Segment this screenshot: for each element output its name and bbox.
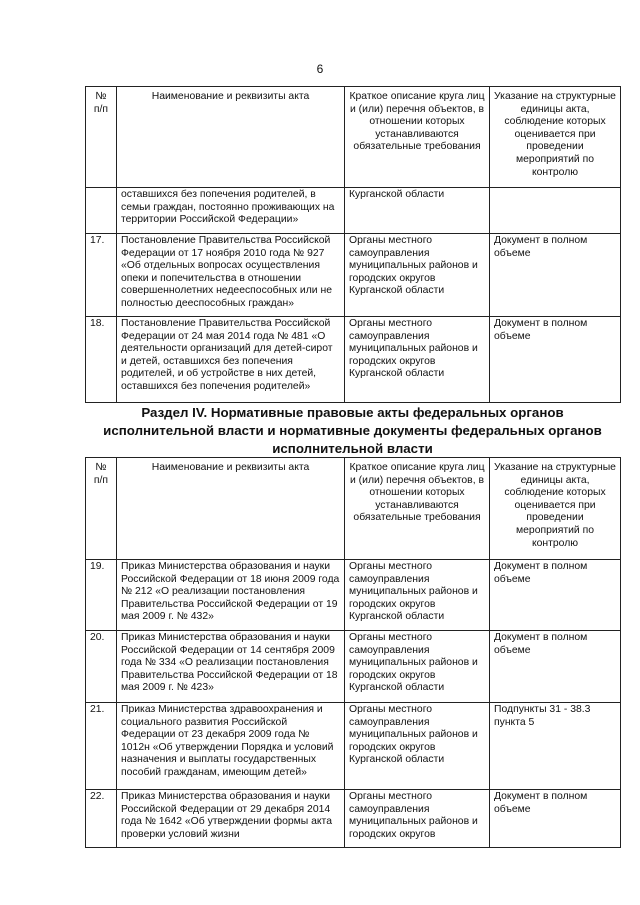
table-row [86, 317, 621, 403]
header-name: Наименование и реквизиты акта [117, 87, 345, 188]
row-scope: Подпункты 31 - 38.3 пункта 5 [490, 703, 621, 790]
row-scope: Документ в полном объеме [490, 631, 621, 703]
row-act-name: Приказ Министерства образования и науки Российской Федерации от 14 сентября 2009 года № 334 «О реализации постановления Правительства Российской Федерации от 18 мая 2009 г. № 423» [117, 631, 345, 703]
row-num: 21. [86, 703, 117, 790]
header-scope: Указание на структурные единицы акта, соблюдение которых оценивается при проведении мероприятий по контролю [490, 87, 621, 188]
table-row [86, 560, 621, 631]
row-num: 19. [86, 560, 117, 631]
row-num [86, 188, 117, 234]
row-num: 17. [86, 234, 117, 317]
row-description: Органы местного самоуправления муниципальных районов и городских округов Курганской области [345, 234, 490, 317]
acts-table-section-4 [85, 457, 621, 848]
row-description: Органы местного самоуправления муниципальных районов и городских округов [345, 790, 490, 848]
table-header-row [86, 458, 621, 560]
table-row [86, 188, 621, 234]
header-desc: Краткое описание круга лиц и (или) перечня объектов, в отношении которых устанавливаются обязательные требования [345, 458, 490, 560]
row-description: Органы местного самоуправления муниципальных районов и городских округов Курганской области [345, 703, 490, 790]
row-act-name: Приказ Министерства образования и науки Российской Федерации от 18 июня 2009 года № 212 «О реализации постановления Правительства Российской Федерации от 19 мая 2009 г. № 432» [117, 560, 345, 631]
row-act-name: Приказ Министерства здравоохранения и социального развития Российской Федерации от 23 декабря 2009 года № 1012н «Об утверждении Порядка и условий назначения и выплаты государственных пособий гражданам, имеющим детей» [117, 703, 345, 790]
page-number: 6 [316, 62, 324, 76]
header-num: № п/п [86, 458, 117, 560]
row-description: Курганской области [345, 188, 490, 234]
row-act-name: Приказ Министерства образования и науки Российской Федерации от 29 декабря 2014 года № 1642 «Об утверждении формы акта проверки условий жизни [117, 790, 345, 848]
row-scope [490, 188, 621, 234]
row-description: Органы местного самоуправления муниципальных районов и городских округов Курганской области [345, 631, 490, 703]
header-scope: Указание на структурные единицы акта, соблюдение которых оценивается при проведении мероприятий по контролю [490, 458, 621, 560]
table-row [86, 703, 621, 790]
table-row [86, 790, 621, 848]
row-num: 22. [86, 790, 117, 848]
row-num: 18. [86, 317, 117, 403]
row-scope: Документ в полном объеме [490, 560, 621, 631]
table-row [86, 631, 621, 703]
row-description: Органы местного самоуправления муниципальных районов и городских округов Курганской области [345, 317, 490, 403]
row-num: 20. [86, 631, 117, 703]
row-act-name: оставшихся без попечения родителей, в семьи граждан, постоянно проживающих на территории Российской Федерации» [117, 188, 345, 234]
acts-table-section-3 [85, 86, 621, 403]
row-description: Органы местного самоуправления муниципальных районов и городских округов Курганской области [345, 560, 490, 631]
header-num: № п/п [86, 87, 117, 188]
table-row [86, 234, 621, 317]
header-name: Наименование и реквизиты акта [117, 458, 345, 560]
header-desc: Краткое описание круга лиц и (или) перечня объектов, в отношении которых устанавливаются обязательные требования [345, 87, 490, 188]
section-title: Раздел IV. Нормативные правовые акты федеральных органов исполнительной власти и нормативные документы федеральных органов исполнительной власти [103, 405, 602, 456]
row-act-name: Постановление Правительства Российской Федерации от 17 ноября 2010 года № 927 «Об отдельных вопросах осуществления опеки и попечительства в отношении совершеннолетних недееспособных или не полностью дееспособных граждан» [117, 234, 345, 317]
table-header-row [86, 87, 621, 188]
row-scope: Документ в полном объеме [490, 234, 621, 317]
row-scope: Документ в полном объеме [490, 790, 621, 848]
row-act-name: Постановление Правительства Российской Федерации от 24 мая 2014 года № 481 «О деятельности организаций для детей-сирот и детей, оставшихся без попечения родителей, и об устройстве в них детей, оставшихся без попечения родителей» [117, 317, 345, 403]
row-scope: Документ в полном объеме [490, 317, 621, 403]
